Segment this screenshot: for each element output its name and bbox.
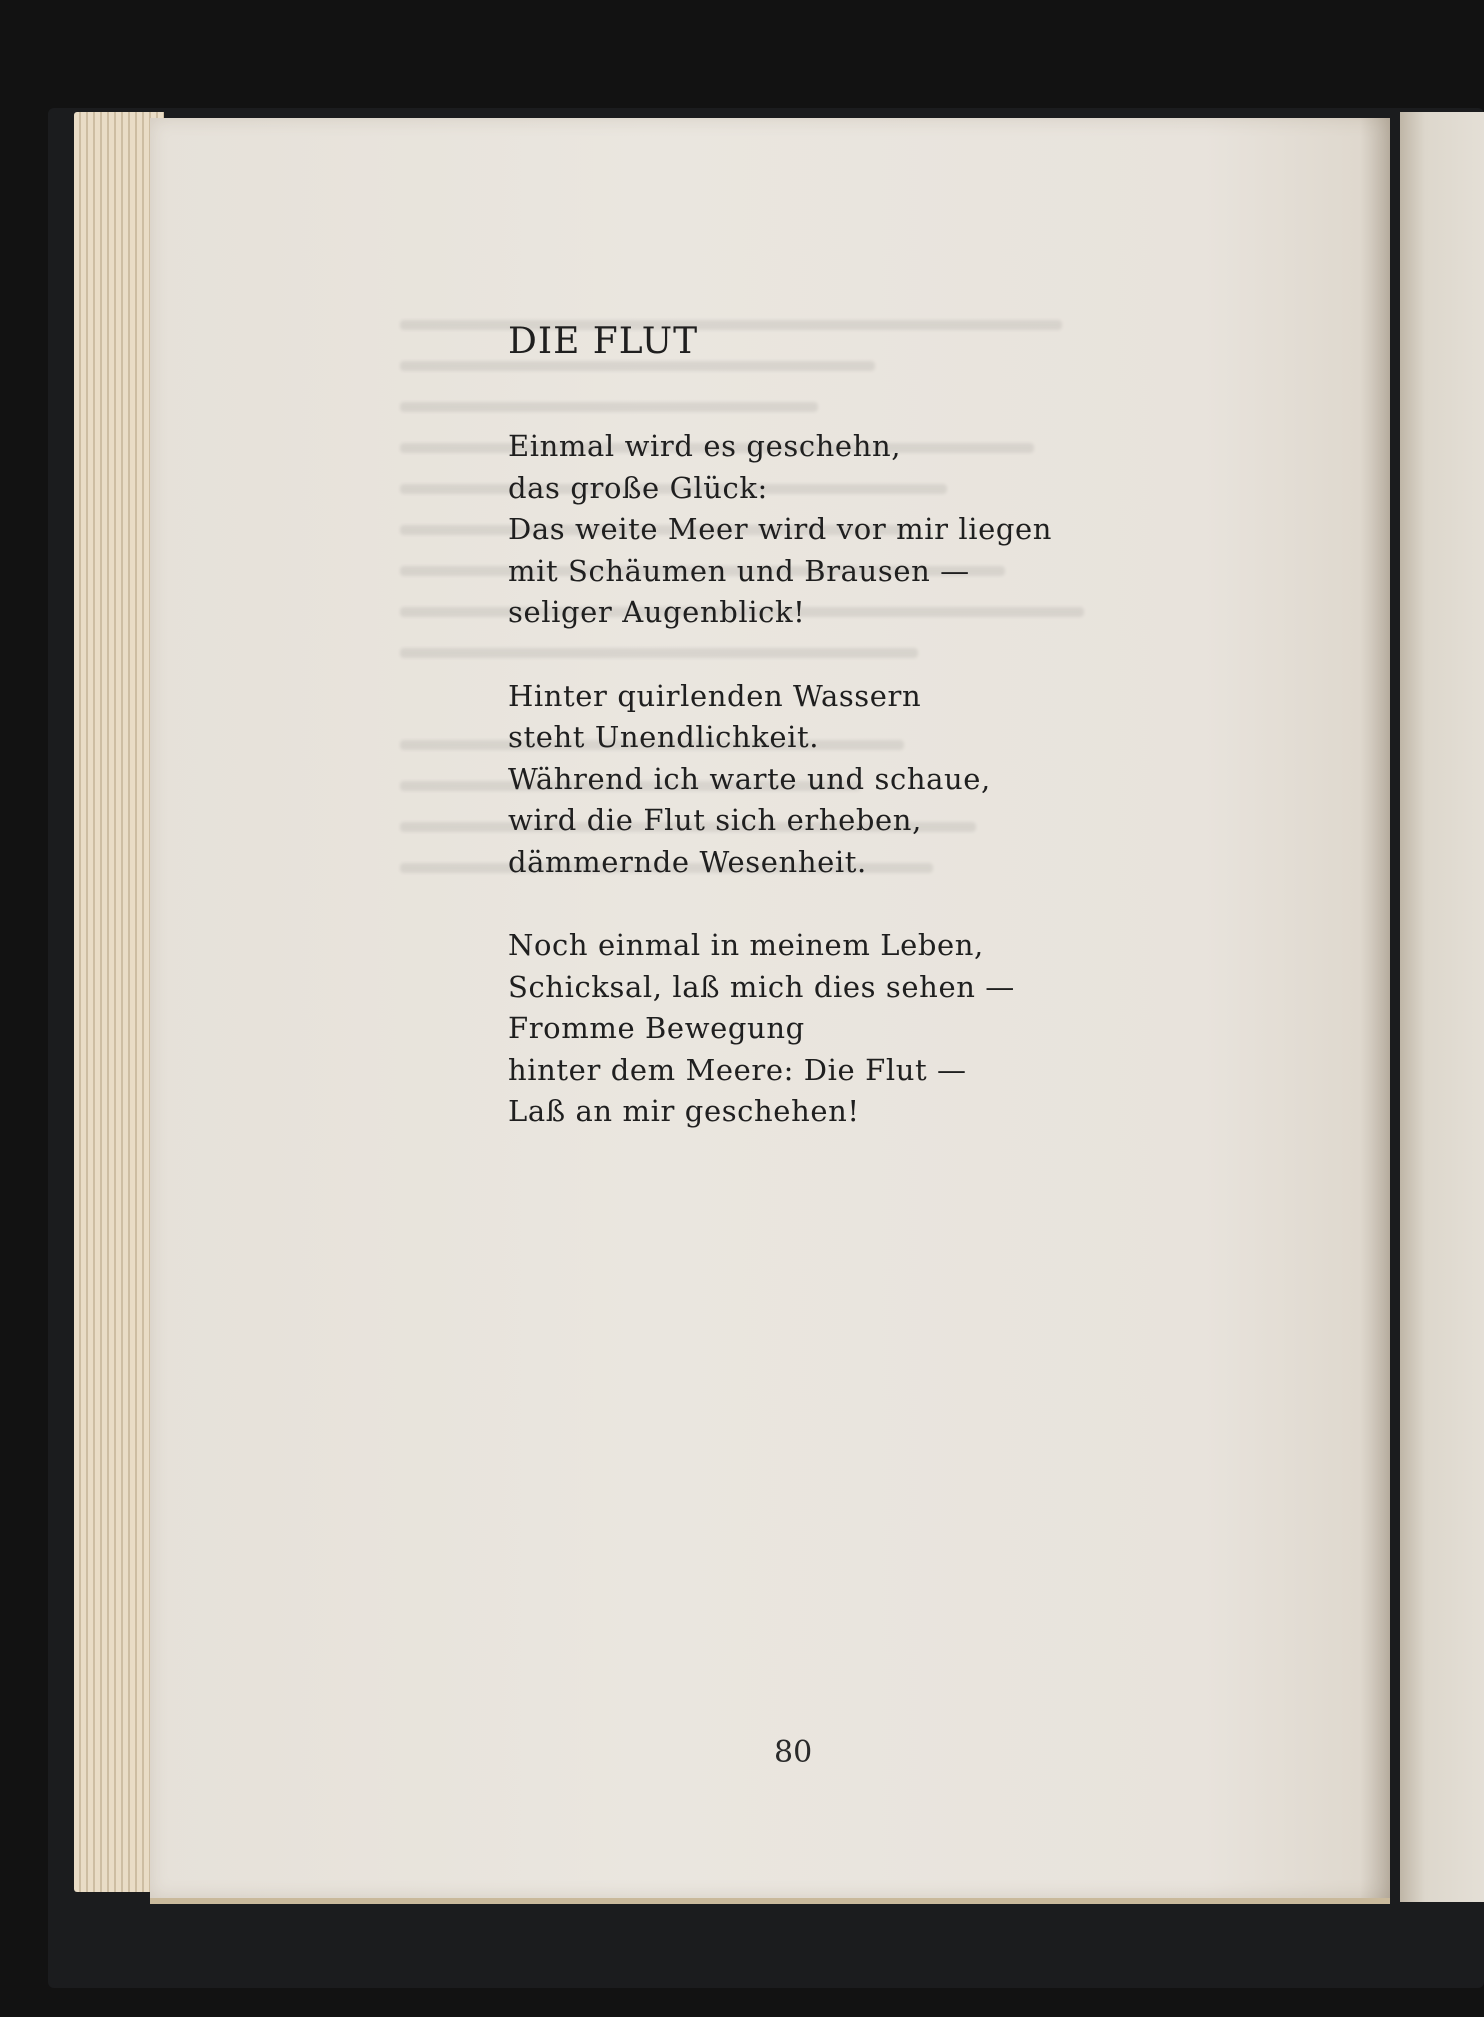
poem-line: hinter dem Meere: Die Flut — [508, 1052, 967, 1087]
poem-line: wird die Flut sich erheben, [508, 803, 922, 837]
poem [508, 320, 1148, 1175]
page-number: 80 [774, 1735, 813, 1770]
stanza-2 [508, 676, 1148, 884]
poem-title: DIE FLUT [508, 321, 699, 362]
spine-shadow [1360, 118, 1390, 1898]
stanza-3 [508, 925, 1148, 1133]
poem-line: Schicksal, laß mich dies sehen — [508, 969, 1015, 1004]
poem-line: Das weite Meer wird vor mir liegen [508, 512, 1053, 546]
poem-line: das große Glück: [508, 470, 768, 505]
poem-line: Laß an mir geschehen! [508, 1094, 860, 1128]
stanza-1 [508, 426, 1148, 634]
poem-line: Fromme Bewegung [508, 1011, 805, 1045]
poem-line: Noch einmal in meinem Leben, [508, 928, 984, 962]
poem-line: mit Schäumen und Brausen — [508, 553, 970, 588]
poem-line: Während ich warte und schaue, [508, 761, 991, 796]
poem-line: seliger Augenblick! [508, 595, 806, 629]
poem-line: dämmernde Wesenheit. [508, 844, 867, 879]
poem-line: steht Unendlichkeit. [508, 720, 820, 754]
poem-line: Einmal wird es geschehn, [508, 429, 902, 463]
poem-line: Hinter quirlenden Wassern [508, 678, 922, 713]
facing-page-edge [1400, 112, 1484, 1902]
